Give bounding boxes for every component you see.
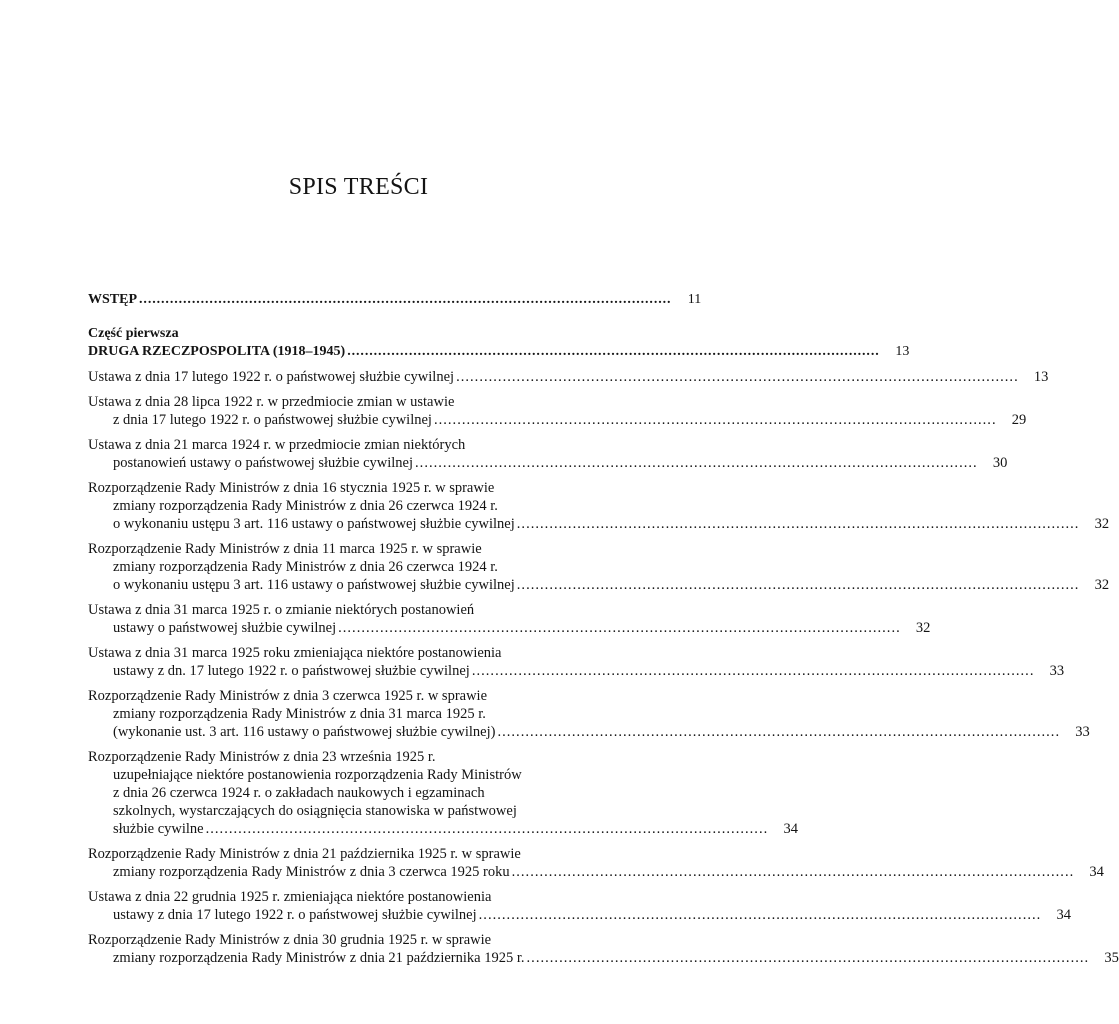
toc-entry[interactable]: [88, 845, 1104, 881]
toc-page-number: 32: [1094, 516, 1110, 532]
dot-leader: [495, 723, 1057, 741]
toc-entry[interactable]: [88, 644, 1065, 680]
dot-leader: [454, 368, 1016, 386]
toc-entry[interactable]: [88, 479, 1110, 533]
toc-page-number: 33: [1049, 663, 1065, 679]
toc-page-number: 32: [915, 620, 931, 636]
toc-entry-text: uzupełniające niektóre postanowienia rozporządzenia Rady Ministrów: [113, 767, 522, 783]
dot-leader: [515, 576, 1077, 594]
toc-entry-text: (wykonanie ust. 3 art. 116 ustawy o państwowej służbie cywilnej): [113, 724, 496, 740]
toc-entry-text: Ustawa z dnia 17 lutego 1922 r. o państwowej służbie cywilnej: [88, 369, 455, 385]
toc-entry[interactable]: [88, 393, 1027, 429]
toc-entry-text: ustawy z dnia 17 lutego 1922 r. o państwowej służbie cywilnej: [113, 907, 477, 923]
toc-entry-text: Ustawa z dnia 31 marca 1925 r. o zmianie niektórych postanowień: [88, 602, 475, 618]
toc-entry-text: WSTĘP: [88, 292, 138, 307]
toc-entry-text: zmiany rozporządzenia Rady Ministrów z dnia 31 marca 1925 r.: [113, 706, 486, 722]
toc-entry-text: Rozporządzenie Rady Ministrów z dnia 23 września 1925 r.: [88, 749, 436, 765]
toc-entry-text: Rozporządzenie Rady Ministrów z dnia 16 stycznia 1925 r. w sprawie: [88, 480, 495, 496]
toc-entry-text: Ustawa z dnia 28 lipca 1922 r. w przedmiocie zmian w ustawie: [88, 394, 455, 410]
toc-entry-text: z dnia 26 czerwca 1924 r. o zakładach naukowych i egzaminach: [113, 785, 485, 801]
dot-leader: [413, 454, 975, 472]
page-title: SPIS TREŚCI: [288, 174, 429, 200]
toc-page-number: 29: [1011, 412, 1027, 428]
toc-entry-text: z dnia 17 lutego 1922 r. o państwowej służbie cywilnej: [113, 412, 432, 428]
toc-entry-text: postanowień ustawy o państwowej służbie cywilnej: [113, 455, 414, 471]
toc-entry-text: Ustawa z dnia 21 marca 1924 r. w przedmiocie zmian niektórych: [88, 437, 466, 453]
toc-page-number: 34: [1089, 864, 1104, 880]
dot-leader: [470, 662, 1032, 680]
toc-entry-text: Rozporządzenie Rady Ministrów z dnia 21 października 1925 r. w sprawie: [88, 846, 521, 862]
toc-entry[interactable]: [88, 931, 1119, 967]
toc-page-number: 32: [1094, 577, 1110, 593]
toc-entry-text: szkolnych, wystarczających do osiągnięcia stanowiska w państwowej: [113, 803, 517, 819]
toc-entry-text: ustawy z dn. 17 lutego 1922 r. o państwowej służbie cywilnej: [113, 663, 470, 679]
toc-entry-text: Część pierwsza: [88, 326, 179, 341]
toc-entry-text: służbie cywilne: [113, 821, 204, 837]
toc-page-number: 35: [1104, 950, 1119, 966]
toc-entry-text: DRUGA RZECZPOSPOLITA (1918–1945): [88, 344, 346, 359]
toc-page-number: 34: [783, 821, 798, 837]
toc-entry-text: o wykonaniu ustępu 3 art. 116 ustawy o państwowej służbie cywilnej: [113, 516, 515, 532]
toc-entry-text: zmiany rozporządzenia Rady Ministrów z dnia 26 czerwca 1924 r.: [113, 498, 498, 514]
dot-leader: [432, 411, 994, 429]
toc-page-number: 11: [687, 292, 702, 307]
table-of-contents: [88, 291, 1119, 974]
toc-page-number: 34: [1056, 907, 1071, 923]
toc-entry-text: zmiany rozporządzenia Rady Ministrów z dnia 26 czerwca 1924 r.: [113, 559, 498, 575]
toc-entry[interactable]: [88, 540, 1110, 594]
toc-page-number: 13: [1033, 369, 1049, 385]
dot-leader: [525, 949, 1087, 967]
toc-entry-text: zmiany rozporządzenia Rady Ministrów z dnia 3 czerwca 1925 roku: [113, 864, 510, 880]
dot-leader: [345, 343, 877, 361]
toc-entry-text: o wykonaniu ustępu 3 art. 116 ustawy o państwowej służbie cywilnej: [113, 577, 515, 593]
toc-entry[interactable]: [88, 436, 1008, 472]
toc-entry-text: Rozporządzenie Rady Ministrów z dnia 30 grudnia 1925 r. w sprawie: [88, 932, 492, 948]
toc-entry-text: Ustawa z dnia 31 marca 1925 roku zmieniająca niektóre postanowienia: [88, 645, 502, 661]
toc-page-number: 30: [992, 455, 1008, 471]
toc-entry[interactable]: [88, 601, 931, 637]
toc-entry-text: ustawy o państwowej służbie cywilnej: [113, 620, 337, 636]
toc-entry[interactable]: [88, 687, 1090, 741]
dot-leader: [515, 515, 1077, 533]
toc-entry-text: zmiany rozporządzenia Rady Ministrów z dnia 21 października 1925 r.: [113, 950, 525, 966]
dot-leader: [477, 906, 1039, 924]
toc-entry-text: Ustawa z dnia 22 grudnia 1925 r. zmieniająca niektóre postanowienia: [88, 889, 492, 905]
toc-entry-text: Rozporządzenie Rady Ministrów z dnia 11 marca 1925 r. w sprawie: [88, 541, 482, 557]
dot-leader: [137, 291, 669, 309]
toc-entry-text: Rozporządzenie Rady Ministrów z dnia 3 czerwca 1925 r. w sprawie: [88, 688, 488, 704]
dot-leader: [336, 619, 898, 637]
dot-leader: [204, 820, 766, 838]
toc-entry[interactable]: [88, 748, 798, 838]
toc-entry[interactable]: [88, 888, 1071, 924]
toc-entry[interactable]: [88, 368, 1049, 386]
toc-page-number: 13: [895, 344, 910, 359]
dot-leader: [510, 863, 1072, 881]
toc-page-number: 33: [1075, 724, 1090, 740]
toc-entry[interactable]: [88, 325, 910, 361]
toc-entry[interactable]: [88, 291, 702, 309]
